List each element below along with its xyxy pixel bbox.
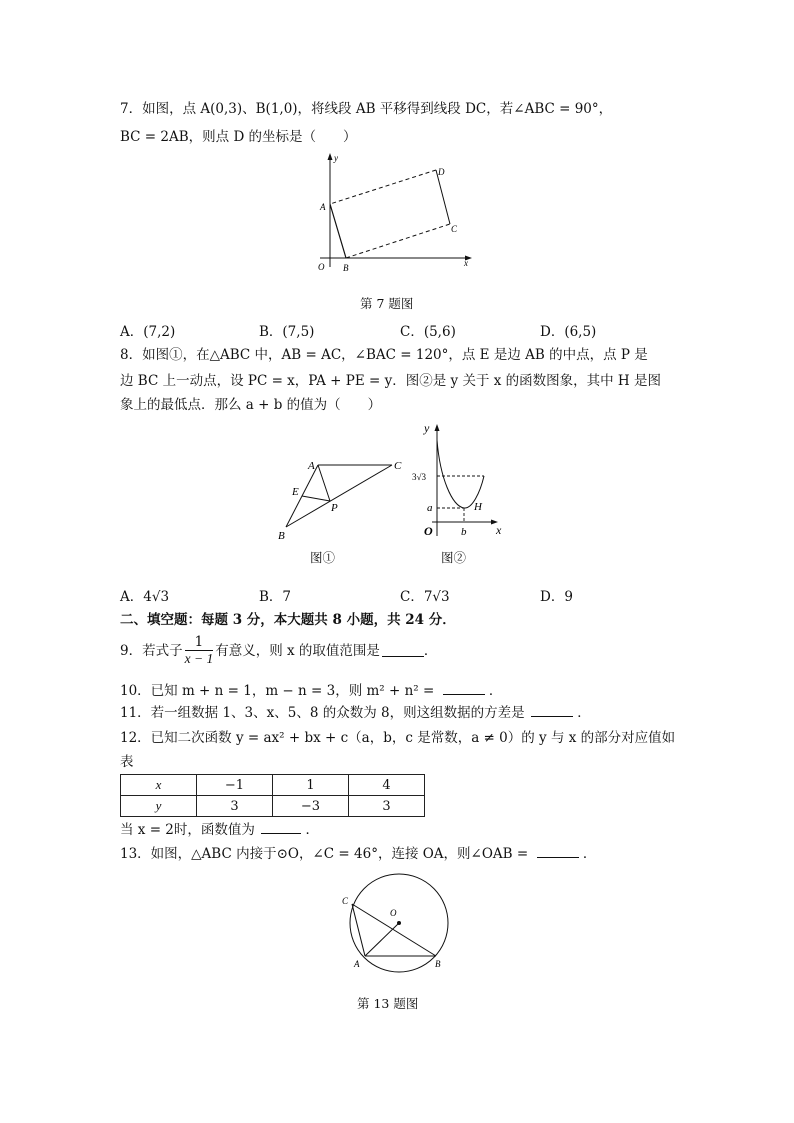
q10-text: 10．已知 m + n = 1，m − n = 3，则 m² + n² = [120, 683, 435, 699]
q12-answer-blank[interactable] [261, 821, 301, 834]
q8-fig1-label-p: P [331, 502, 338, 514]
q13-answer-blank[interactable] [537, 845, 579, 858]
q8-fig2-label-x: x [496, 523, 502, 537]
q8-fig2-label-b: b [461, 526, 467, 538]
q7-option-d[interactable]: D．(6,5) [540, 324, 597, 340]
q11-stem [120, 704, 591, 722]
q12-stem-line1: 12．已知二次函数 y = ax² + bx + c（a，b，c 是常数，a ≠ 0）的 y 与 x 的部分对应值如 [120, 730, 676, 746]
q7-y-arrow [328, 153, 333, 160]
q13-caption: 第 13 题图 [357, 996, 419, 1011]
q10-answer-blank[interactable] [443, 682, 485, 695]
q10-stem [120, 682, 502, 700]
q7-segment-ab [330, 204, 346, 258]
q11-end: ． [577, 705, 591, 721]
q8-fig2-curve [437, 440, 484, 508]
q12-after-text: 当 x = 2时，函数值为 [120, 822, 255, 838]
q7-label-y: y [334, 153, 338, 163]
q7-label-x: x [464, 258, 468, 268]
table-row [121, 796, 425, 817]
q13-side-ca [352, 904, 365, 956]
q8-fig2-label-y: y [424, 421, 430, 435]
q8-caption-1: 图① [310, 550, 336, 565]
q12-cell: 1 [273, 775, 349, 796]
q7-option-a[interactable]: A．(7,2) [120, 324, 176, 340]
q8-fig2-label-3root3: 3√3 [412, 472, 426, 482]
q13-label-c: C [342, 896, 349, 906]
q13-segment-oa [365, 923, 399, 956]
q12-cell: −3 [273, 796, 349, 817]
q11-answer-blank[interactable] [531, 704, 573, 717]
q8-figure-2 [410, 418, 510, 542]
section-2-heading: 二、填空题：每题 3 分，本大题共 8 小题，共 24 分． [120, 612, 456, 628]
table-row [121, 775, 425, 796]
q12-value-table [120, 774, 425, 817]
q8-stem-line3: 象上的最低点．那么 a + b 的值为（ ） [120, 397, 382, 413]
q8-caption-2: 图② [441, 550, 467, 565]
q7-stem-line1: 7．如图，点 A(0,3)、B(1,0)，将线段 AB 平移得到线段 DC，若∠ABC = 90°， [120, 101, 613, 117]
q7-stem-line2: BC = 2AB，则点 D 的坐标是（ ） [120, 129, 357, 145]
q8-option-b[interactable]: B．7 [259, 589, 292, 605]
q10-end: ． [488, 683, 503, 699]
q8-stem-line2: 边 BC 上一动点，设 PC = x，PA + PE = y．图②是 y 关于 x 的函数图象，其中 H 是图 [120, 373, 662, 389]
q12-followup [120, 821, 319, 839]
q8-fig1-segment-ep [302, 496, 330, 501]
q8-fig1-label-b: B [278, 530, 285, 542]
q12-end: ． [305, 822, 319, 838]
q8-option-c[interactable]: C．7√3 [400, 589, 450, 605]
q8-fig1-label-a: A [308, 460, 315, 472]
q7-option-c[interactable]: C．(5,6) [400, 324, 456, 340]
q7-label-b: B [343, 263, 349, 273]
q8-figure-1 [274, 455, 409, 545]
q13-label-b: B [435, 959, 441, 969]
q13-label-a: A [354, 959, 360, 969]
q12-cell-x-header: x [121, 775, 197, 796]
q7-label-d: D [438, 167, 445, 177]
q9-end: ． [423, 642, 438, 659]
q8-fig2-label-o: O [424, 524, 433, 538]
q9-fraction [185, 634, 214, 667]
q7-figure [310, 150, 480, 275]
q9-answer-blank[interactable] [382, 644, 424, 657]
q8-option-d[interactable]: D．9 [540, 589, 573, 605]
q7-segment-cd [436, 170, 450, 224]
q12-cell: 3 [197, 796, 273, 817]
q8-option-a[interactable]: A．4√3 [120, 589, 170, 605]
q13-text: 13．如图，△ABC 内接于⊙O，∠C = 46°，连接 OA，则∠OAB = [120, 846, 529, 862]
q13-figure [338, 880, 456, 972]
q7-segment-bc [346, 224, 450, 258]
q8-fig1-label-e: E [292, 486, 299, 498]
q8-fig1-segment-ap [318, 465, 330, 501]
q8-fig2-label-h: H [474, 501, 482, 513]
q9-numerator: 1 [185, 634, 214, 651]
q7-segment-da [330, 170, 436, 204]
q8-stem-line1: 8．如图①，在△ABC 中，AB = AC，∠BAC = 120°，点 E 是边 AB 的中点，点 P 是 [120, 347, 648, 363]
q8-fig1-label-c: C [394, 460, 402, 472]
q11-text: 11．若一组数据 1、3、x、5、8 的众数为 8，则这组数据的方差是 [120, 705, 525, 721]
q7-caption: 第 7 题图 [360, 296, 414, 311]
q9-denominator: x − 1 [184, 651, 214, 666]
q13-label-o: O [390, 908, 397, 918]
q9-stem [120, 634, 437, 667]
q7-label-c: C [451, 224, 458, 234]
q8-fig2-y-arrow [435, 424, 440, 431]
q7-option-b[interactable]: B．(7,5) [259, 324, 315, 340]
q12-stem-line2: 表 [120, 754, 134, 770]
q12-cell: 3 [349, 796, 425, 817]
q7-label-o: O [318, 262, 325, 272]
q13-end: ． [582, 846, 597, 862]
q7-label-a: A [320, 202, 326, 212]
q9-suffix: 有意义，则 x 的取值范围是 [215, 642, 380, 659]
q12-cell: 4 [349, 775, 425, 796]
q13-stem [120, 845, 596, 863]
q12-cell: −1 [197, 775, 273, 796]
q9-prefix: 9．若式子 [120, 642, 183, 659]
q12-cell-y-header: y [121, 796, 197, 817]
q13-center-dot [397, 921, 401, 925]
q8-fig2-label-a: a [427, 502, 433, 514]
